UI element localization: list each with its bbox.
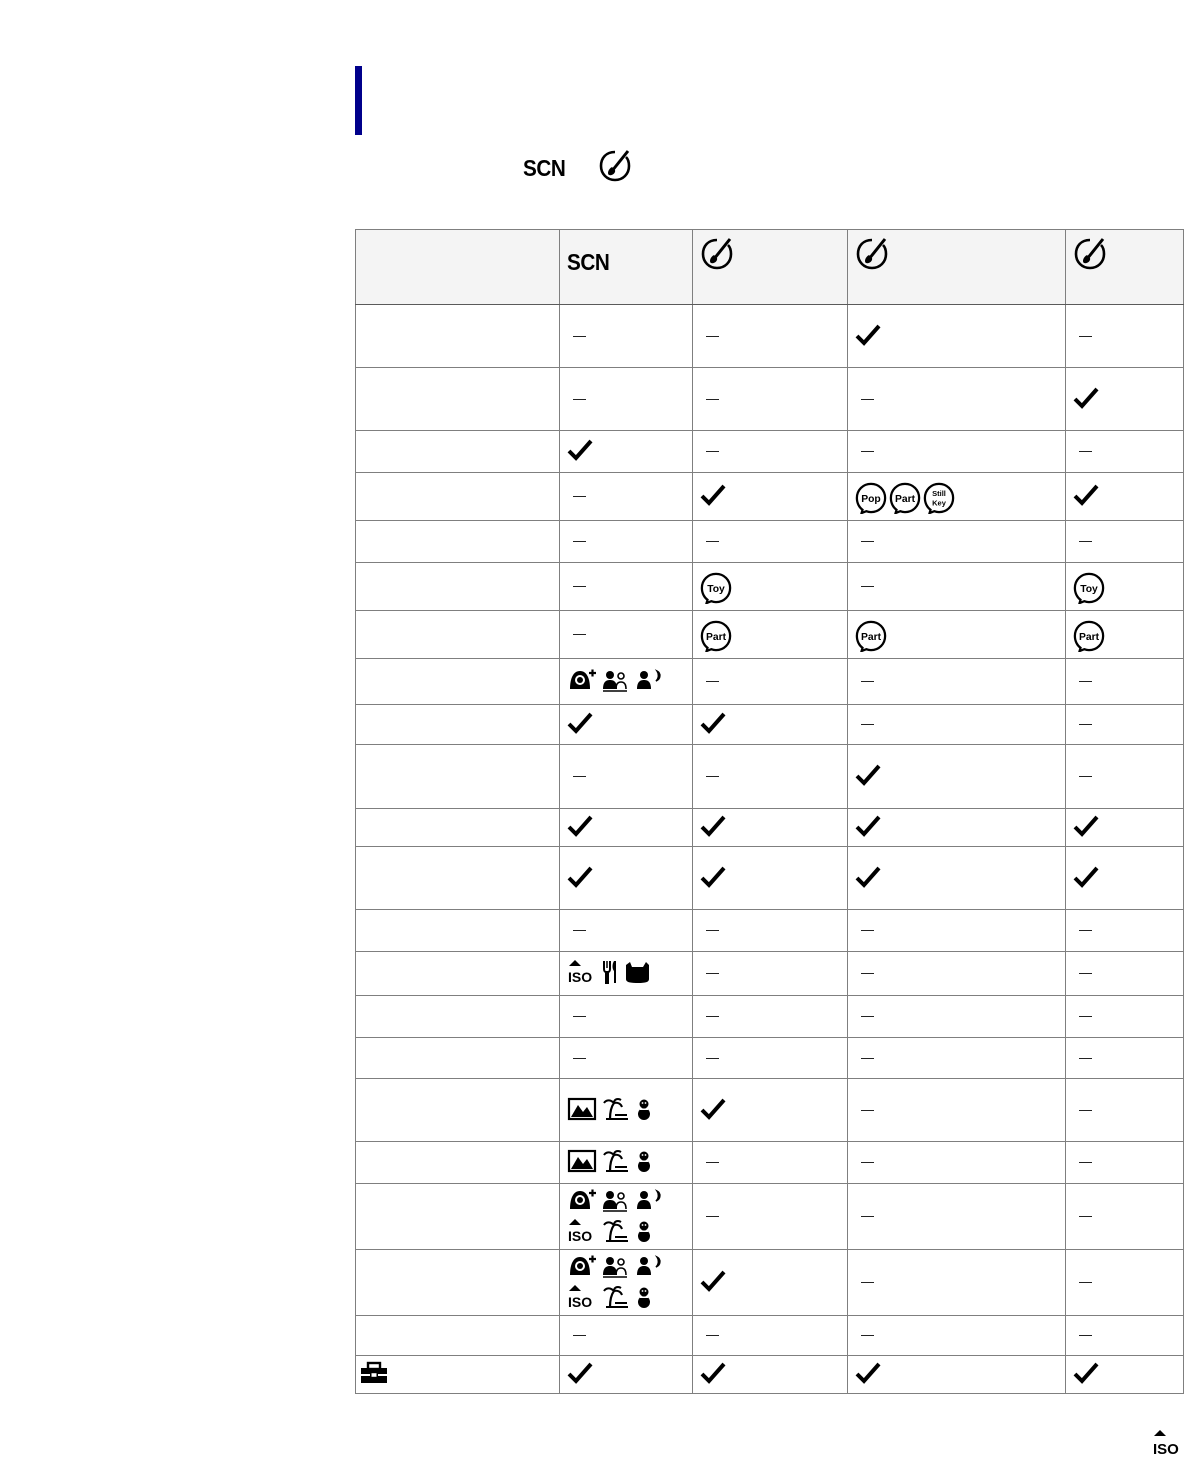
table-cell xyxy=(693,809,848,847)
table-cell xyxy=(1066,1079,1184,1142)
backlight-portrait-icon xyxy=(601,1253,631,1282)
still-key-icon xyxy=(923,482,953,512)
table-cell xyxy=(693,1038,848,1079)
table-cell xyxy=(560,1038,693,1079)
dash-icon xyxy=(706,776,719,777)
dash-icon xyxy=(861,724,874,725)
row-label-cell xyxy=(356,809,560,847)
table-cell xyxy=(1066,952,1184,996)
check-icon xyxy=(700,814,726,841)
row-label-cell xyxy=(356,305,560,368)
dash-icon xyxy=(1079,1335,1092,1336)
high-sensitivity-iso-icon xyxy=(1152,1429,1182,1462)
pop-color-icon xyxy=(855,482,885,512)
row-label-cell xyxy=(356,1316,560,1356)
table-cell xyxy=(693,847,848,910)
table-row xyxy=(356,910,1184,952)
table-cell xyxy=(560,368,693,431)
table-cell xyxy=(560,563,693,611)
bubble-text: Key xyxy=(932,498,946,508)
check-icon xyxy=(700,1269,726,1296)
table-cell xyxy=(848,521,1066,563)
table-row xyxy=(356,305,1184,368)
section-bar-accent xyxy=(355,66,362,135)
table-cell xyxy=(848,1038,1066,1079)
dash-icon xyxy=(706,1335,719,1336)
bubble-text: Toy xyxy=(707,583,725,595)
table-cell xyxy=(848,305,1066,368)
dash-icon xyxy=(861,1335,874,1336)
check-icon xyxy=(700,1097,726,1124)
iso-text: ISO xyxy=(1153,1441,1179,1457)
row-label-cell xyxy=(356,611,560,659)
row-label-cell xyxy=(356,847,560,910)
table-cell xyxy=(693,1142,848,1184)
dash-icon xyxy=(861,681,874,682)
dash-icon xyxy=(861,1110,874,1111)
table-cell xyxy=(848,809,1066,847)
dash-icon xyxy=(706,1058,719,1059)
table-cell xyxy=(1066,1038,1184,1079)
table-cell xyxy=(693,1079,848,1142)
snow-icon xyxy=(635,1148,653,1177)
dash-icon xyxy=(573,776,586,777)
check-icon xyxy=(1073,1361,1099,1388)
table-row xyxy=(356,1038,1184,1079)
heading-mode-icons xyxy=(523,148,632,188)
dash-icon xyxy=(1079,1110,1092,1111)
table-cell xyxy=(1066,305,1184,368)
table-cell xyxy=(848,996,1066,1038)
dash-icon xyxy=(573,930,586,931)
table-row xyxy=(356,1316,1184,1356)
table-cell xyxy=(560,1316,693,1356)
check-icon xyxy=(567,865,593,892)
table-cell xyxy=(848,431,1066,473)
table-cell xyxy=(848,705,1066,745)
soft-snap-icon xyxy=(567,667,597,696)
soft-snap-icon xyxy=(567,1253,597,1282)
dash-icon xyxy=(706,1162,719,1163)
dash-icon xyxy=(573,541,586,542)
check-icon xyxy=(700,1361,726,1388)
table-cell xyxy=(1066,996,1184,1038)
dash-icon xyxy=(1079,973,1092,974)
bubble-text: Still xyxy=(932,488,946,498)
check-icon xyxy=(567,1361,593,1388)
table-cell xyxy=(848,659,1066,705)
row-label-cell xyxy=(356,1356,560,1394)
table-cell xyxy=(693,473,848,521)
dash-icon xyxy=(706,1216,719,1217)
dash-icon xyxy=(1079,930,1092,931)
gourmet-icon xyxy=(601,959,619,988)
header-cell-effect-3 xyxy=(1066,230,1184,305)
table-cell xyxy=(693,1184,848,1250)
table-cell xyxy=(560,1184,693,1250)
table-cell xyxy=(693,1356,848,1394)
compatibility-table xyxy=(355,229,1184,1394)
night-portrait-icon xyxy=(635,1253,665,1282)
row-label-cell xyxy=(356,431,560,473)
row-label-cell xyxy=(356,1079,560,1142)
bubble-text: Part xyxy=(705,631,727,643)
toolbox-icon xyxy=(359,1360,389,1389)
dash-icon xyxy=(1079,776,1092,777)
iso-text: ISO xyxy=(568,969,593,985)
table-cell xyxy=(1066,1184,1184,1250)
table-cell xyxy=(1066,1142,1184,1184)
table-cell xyxy=(848,473,1066,521)
row-label-cell xyxy=(356,1184,560,1250)
dash-icon xyxy=(861,1282,874,1283)
table-cell xyxy=(693,431,848,473)
table-cell xyxy=(848,745,1066,809)
dash-icon xyxy=(706,451,719,452)
dash-icon xyxy=(706,399,719,400)
table-cell xyxy=(560,952,693,996)
header-cell-effect-1 xyxy=(693,230,848,305)
table-cell xyxy=(1066,563,1184,611)
scn-mode-icon: SCN xyxy=(567,249,610,275)
table-cell xyxy=(848,1184,1066,1250)
scn-mode-icon: SCN xyxy=(523,154,566,181)
header-cell-scn xyxy=(560,230,693,305)
dash-icon xyxy=(861,586,874,587)
check-icon xyxy=(567,711,593,738)
table-row xyxy=(356,1079,1184,1142)
table-row xyxy=(356,611,1184,659)
table-row xyxy=(356,705,1184,745)
table-cell xyxy=(693,563,848,611)
beach-icon xyxy=(601,1218,631,1247)
table-cell xyxy=(1066,705,1184,745)
table-cell xyxy=(560,1250,693,1316)
check-icon xyxy=(567,438,593,465)
table-cell xyxy=(848,563,1066,611)
table-row xyxy=(356,996,1184,1038)
dash-icon xyxy=(861,1016,874,1017)
pet-icon xyxy=(623,959,653,988)
bubble-text: Toy xyxy=(1080,583,1098,595)
beach-icon xyxy=(601,1284,631,1313)
dash-icon xyxy=(861,541,874,542)
landscape-icon xyxy=(567,1096,597,1125)
dash-icon xyxy=(573,496,586,497)
dash-icon xyxy=(706,930,719,931)
table-cell xyxy=(848,1250,1066,1316)
dash-icon xyxy=(1079,336,1092,337)
toy-camera-icon xyxy=(1073,572,1103,602)
table-cell xyxy=(560,611,693,659)
dash-icon xyxy=(706,1016,719,1017)
check-icon xyxy=(855,865,881,892)
dash-icon xyxy=(1079,541,1092,542)
snow-icon xyxy=(635,1096,653,1125)
part-color-icon xyxy=(855,620,885,650)
table-cell xyxy=(1066,847,1184,910)
table-cell xyxy=(1066,659,1184,705)
table-row xyxy=(356,368,1184,431)
dash-icon xyxy=(1079,681,1092,682)
table-cell xyxy=(693,659,848,705)
table-cell xyxy=(1066,521,1184,563)
check-icon xyxy=(1073,483,1099,510)
picture-effect-icon xyxy=(700,258,734,274)
check-icon xyxy=(700,865,726,892)
dash-icon xyxy=(1079,1216,1092,1217)
row-label-cell xyxy=(356,996,560,1038)
row-label-cell xyxy=(356,659,560,705)
part-color-icon xyxy=(1073,620,1103,650)
table-cell xyxy=(693,1316,848,1356)
dash-icon xyxy=(706,973,719,974)
dash-icon xyxy=(1079,1282,1092,1283)
table-header-row xyxy=(356,230,1184,305)
night-portrait-icon xyxy=(635,1187,665,1216)
table-cell xyxy=(560,745,693,809)
table-cell xyxy=(560,847,693,910)
soft-snap-icon xyxy=(567,1187,597,1216)
table-row xyxy=(356,1250,1184,1316)
dash-icon xyxy=(861,451,874,452)
table-cell xyxy=(848,1142,1066,1184)
dash-icon xyxy=(706,541,719,542)
dash-icon xyxy=(861,1162,874,1163)
dash-icon xyxy=(706,681,719,682)
table-row xyxy=(356,952,1184,996)
dash-icon xyxy=(573,1058,586,1059)
picture-effect-icon xyxy=(1073,258,1107,274)
check-icon xyxy=(1073,865,1099,892)
high-sensitivity-iso-icon xyxy=(567,1218,597,1247)
row-label-cell xyxy=(356,705,560,745)
bubble-text: Part xyxy=(860,631,882,643)
dash-icon xyxy=(861,930,874,931)
dash-icon xyxy=(573,399,586,400)
table-cell xyxy=(560,521,693,563)
bubble-text: Part xyxy=(894,493,916,505)
check-icon xyxy=(855,763,881,790)
dash-icon xyxy=(573,1016,586,1017)
toy-camera-icon xyxy=(700,572,730,602)
table-cell xyxy=(560,809,693,847)
snow-icon xyxy=(635,1218,653,1247)
table-cell xyxy=(848,1356,1066,1394)
backlight-portrait-icon xyxy=(601,667,631,696)
dash-icon xyxy=(1079,1058,1092,1059)
check-icon xyxy=(567,814,593,841)
table-cell xyxy=(848,611,1066,659)
dash-icon xyxy=(861,1058,874,1059)
dash-icon xyxy=(1079,451,1092,452)
dash-icon xyxy=(573,1335,586,1336)
table-cell xyxy=(560,1142,693,1184)
check-icon xyxy=(855,814,881,841)
row-label-cell xyxy=(356,563,560,611)
high-sensitivity-iso-icon xyxy=(567,1284,597,1313)
table-row xyxy=(356,1142,1184,1184)
row-label-cell xyxy=(356,910,560,952)
table-row xyxy=(356,431,1184,473)
dash-icon xyxy=(573,336,586,337)
check-icon xyxy=(1073,386,1099,413)
check-icon xyxy=(700,483,726,510)
dash-icon xyxy=(1079,1162,1092,1163)
check-icon xyxy=(855,323,881,350)
landscape-icon xyxy=(567,1148,597,1177)
row-label-cell xyxy=(356,1250,560,1316)
table-cell xyxy=(1066,368,1184,431)
header-cell-empty xyxy=(356,230,560,305)
table-cell xyxy=(560,1356,693,1394)
table-cell xyxy=(693,1250,848,1316)
table-row xyxy=(356,847,1184,910)
table-cell xyxy=(1066,910,1184,952)
snow-icon xyxy=(635,1284,653,1313)
dash-icon xyxy=(573,586,586,587)
table-row xyxy=(356,521,1184,563)
high-sensitivity-iso-icon xyxy=(567,959,597,988)
table-row xyxy=(356,1356,1184,1394)
table-cell xyxy=(693,611,848,659)
table-cell xyxy=(693,305,848,368)
row-label-cell xyxy=(356,1142,560,1184)
beach-icon xyxy=(601,1148,631,1177)
picture-effect-icon xyxy=(598,149,632,188)
table-cell xyxy=(693,521,848,563)
dash-icon xyxy=(573,634,586,635)
table-cell xyxy=(693,705,848,745)
table-cell xyxy=(848,847,1066,910)
picture-effect-icon xyxy=(855,258,889,274)
table-cell xyxy=(693,368,848,431)
dash-icon xyxy=(861,1216,874,1217)
table-cell xyxy=(1066,1356,1184,1394)
table-row xyxy=(356,809,1184,847)
dash-icon xyxy=(706,336,719,337)
table-cell xyxy=(1066,1250,1184,1316)
table-row xyxy=(356,473,1184,521)
beach-icon xyxy=(601,1096,631,1125)
table-cell xyxy=(560,910,693,952)
table-cell xyxy=(1066,611,1184,659)
row-label-cell xyxy=(356,473,560,521)
table-cell xyxy=(848,368,1066,431)
check-icon xyxy=(1073,814,1099,841)
iso-text: ISO xyxy=(568,1293,593,1310)
dash-icon xyxy=(1079,1016,1092,1017)
table-cell xyxy=(693,952,848,996)
dash-icon xyxy=(861,399,874,400)
table-cell xyxy=(1066,1316,1184,1356)
row-label-cell xyxy=(356,745,560,809)
table-cell xyxy=(560,659,693,705)
table-cell xyxy=(693,996,848,1038)
table-cell xyxy=(848,910,1066,952)
table-cell xyxy=(560,996,693,1038)
table-cell xyxy=(1066,473,1184,521)
header-cell-effect-2 xyxy=(848,230,1066,305)
table-cell xyxy=(560,705,693,745)
part-color-icon xyxy=(889,482,919,512)
table-cell xyxy=(560,1079,693,1142)
check-icon xyxy=(700,711,726,738)
iso-text: ISO xyxy=(568,1227,593,1244)
row-label-cell xyxy=(356,368,560,431)
table-row xyxy=(356,563,1184,611)
dash-icon xyxy=(861,973,874,974)
table-cell xyxy=(848,952,1066,996)
table-cell xyxy=(560,305,693,368)
part-color-icon xyxy=(700,620,730,650)
bubble-text: Pop xyxy=(861,493,881,505)
bubble-text: Part xyxy=(1078,631,1100,643)
table-row xyxy=(356,1184,1184,1250)
dash-icon xyxy=(1079,724,1092,725)
row-label-cell xyxy=(356,1038,560,1079)
row-label-cell xyxy=(356,952,560,996)
table-cell xyxy=(848,1079,1066,1142)
table-cell xyxy=(560,473,693,521)
check-icon xyxy=(855,1361,881,1388)
table-cell xyxy=(1066,745,1184,809)
table-cell xyxy=(1066,809,1184,847)
table-row xyxy=(356,745,1184,809)
table-cell xyxy=(693,910,848,952)
table-cell xyxy=(560,431,693,473)
table-cell xyxy=(1066,431,1184,473)
row-label-cell xyxy=(356,521,560,563)
table-cell xyxy=(848,1316,1066,1356)
table-row xyxy=(356,659,1184,705)
table-cell xyxy=(693,745,848,809)
night-portrait-icon xyxy=(635,667,665,696)
backlight-portrait-icon xyxy=(601,1187,631,1216)
